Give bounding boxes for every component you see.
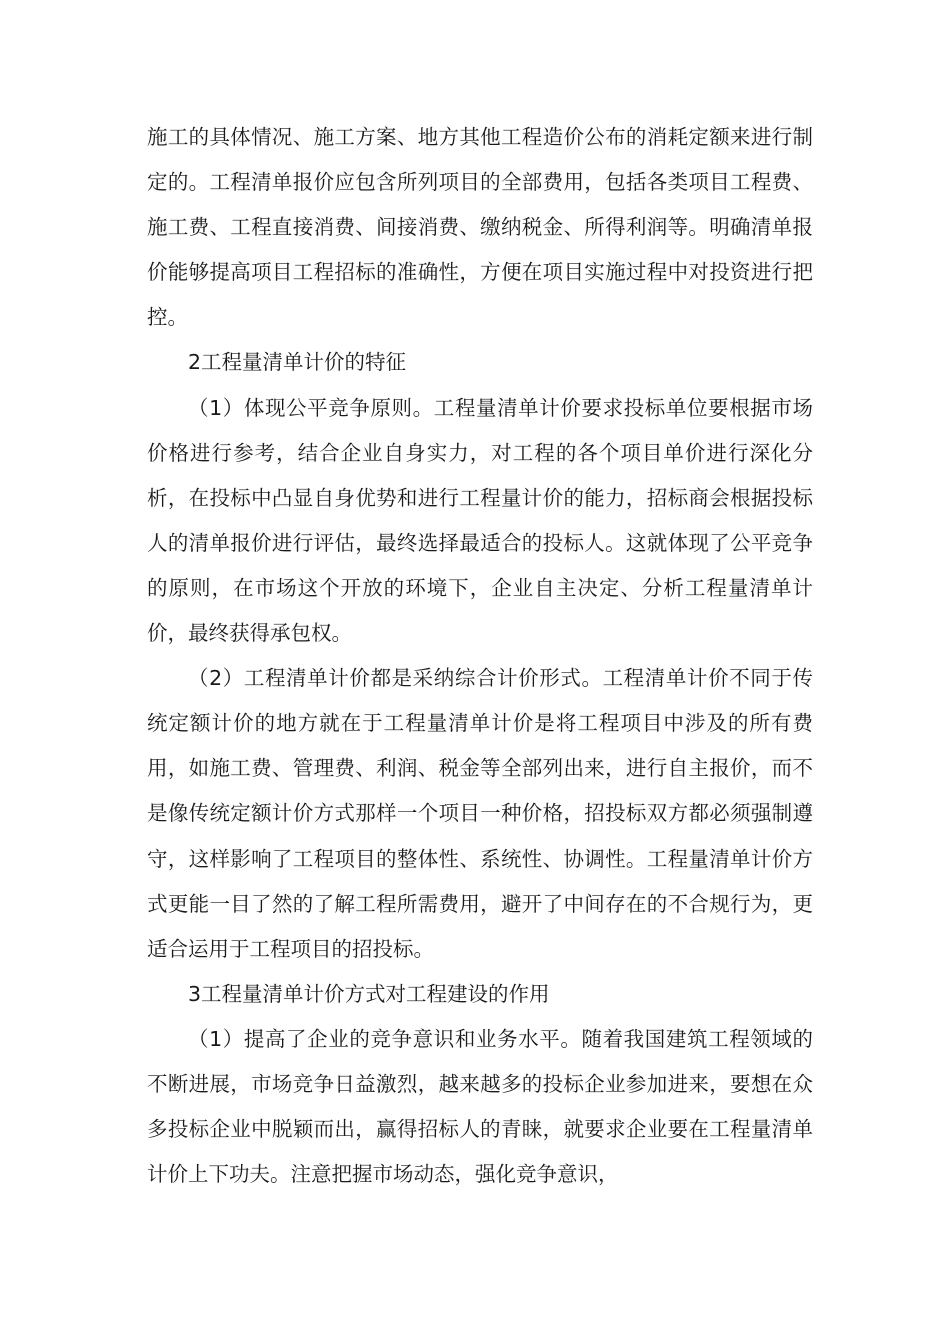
section-heading-2: 2工程量清单计价的特征 xyxy=(188,350,407,375)
document-body xyxy=(147,115,813,1197)
section-heading-3: 3工程量清单计价方式对工程建设的作用 xyxy=(188,981,550,1006)
paragraph-competitiveness: （1）提高了企业的竞争意识和业务水平。随着我国建筑工程领域的不断进展，市场竞争日益激烈，越来越多的投标企业参加进来，要想在众多投标企业中脱颖而出，赢得招标人的青睐，就要求企业要在工程量清单计价上下功夫。注意把握市场动态，强化竞争意识， xyxy=(147,1026,813,1187)
paragraph-comprehensive-pricing: （2）工程清单计价都是采纳综合计价形式。工程清单计价不同于传统定额计价的地方就在于工程量清单计价是将工程项目中涉及的所有费用，如施工费、管理费、利润、税金等全部列出来，进行自主报价，而不是像传统定额计价方式那样一个项目一种价格，招投标双方都必须强制遵守，这样影响了工程项目的整体性、系统性、协调性。工程量清单计价方式更能一目了然的了解工程所需费用，避开了中间存在的不合规行为，更适合运用于工程项目的招投标。 xyxy=(147,666,813,961)
paragraph-fair-competition: （1）体现公平竞争原则。工程量清单计价要求投标单位要根据市场价格进行参考，结合企业自身实力，对工程的各个项目单价进行深化分析，在投标中凸显自身优势和进行工程量计价的能力，招标商会根据投标人的清单报价进行评估，最终选择最适合的投标人。这就体现了公平竞争的原则，在市场这个开放的环境下，企业自主决定、分析工程量清单计价，最终获得承包权。 xyxy=(147,395,813,646)
paragraph-continuation: 施工的具体情况、施工方案、地方其他工程造价公布的消耗定额来进行制定的。工程清单报价应包含所列项目的全部费用，包括各类项目工程费、施工费、工程直接消费、间接消费、缴纳税金、所得利润等。明确清单报价能够提高项目工程招标的准确性，方便在项目实施过程中对投资进行把控。 xyxy=(147,125,813,330)
